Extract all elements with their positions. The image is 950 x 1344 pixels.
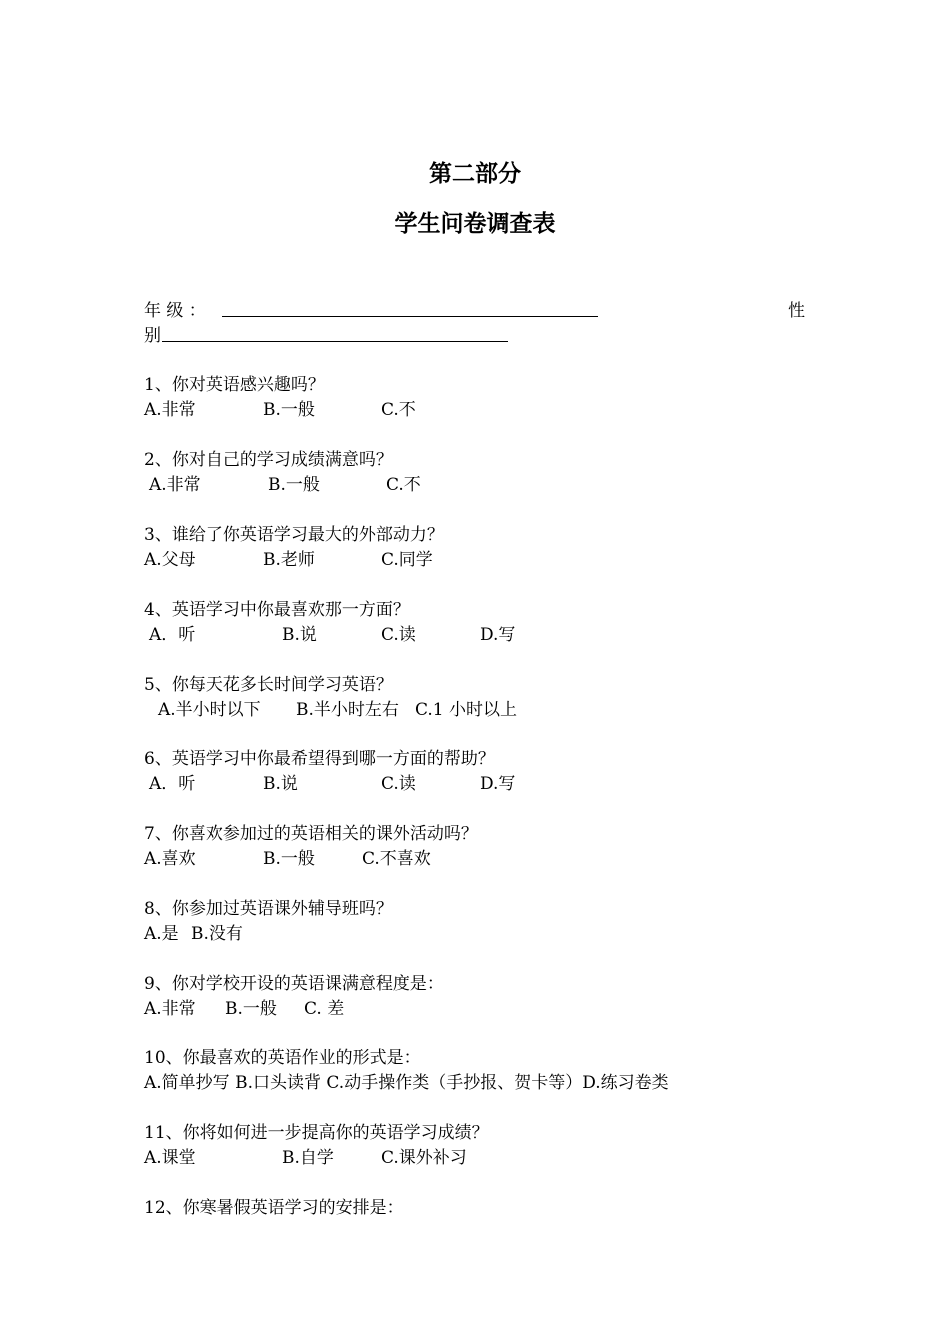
- option-row: [144, 1146, 824, 1171]
- option-c[interactable]: C.课外补习: [381, 1148, 467, 1168]
- grade-blank[interactable]: [222, 300, 598, 323]
- question-text: 4、英语学习中你最喜欢那一方面？: [144, 600, 410, 620]
- option-a[interactable]: A.非常: [144, 999, 196, 1019]
- survey-title: 学生问卷调查表: [394, 211, 556, 237]
- question-11: [144, 1121, 824, 1171]
- option-c[interactable]: C.读: [381, 625, 416, 645]
- option-row: [144, 922, 824, 947]
- question-8: [144, 897, 824, 947]
- option-row: [144, 398, 824, 423]
- question-2: [144, 448, 824, 498]
- option-row: [144, 548, 824, 573]
- question-5: [144, 673, 824, 723]
- option-b[interactable]: B.老师: [263, 550, 315, 570]
- option-a[interactable]: A.课堂: [144, 1148, 196, 1168]
- option-b[interactable]: B.一般: [225, 999, 277, 1019]
- question-text: 9、你对学校开设的英语课满意程度是：: [144, 974, 444, 994]
- question-text: 12、你寒暑假英语学习的安排是：: [144, 1198, 404, 1218]
- option-a[interactable]: A.非常: [144, 400, 196, 420]
- option-row: [144, 698, 824, 723]
- option-b[interactable]: B.说: [282, 625, 317, 645]
- option-c[interactable]: C.不喜欢: [362, 849, 431, 869]
- option-row: [144, 473, 824, 498]
- section-title: 第二部分: [429, 161, 521, 187]
- option-d[interactable]: D.写: [480, 774, 516, 794]
- option-row: [144, 772, 824, 797]
- option-line[interactable]: A.简单抄写 B.口头读背 C.动手操作类（手抄报、贺卡等）D.练习卷类: [144, 1073, 669, 1093]
- question-text: 5、你每天花多长时间学习英语？: [144, 675, 393, 695]
- option-a[interactable]: A.是: [144, 924, 179, 944]
- question-12: [144, 1196, 824, 1221]
- option-a[interactable]: A.喜欢: [144, 849, 196, 869]
- option-b[interactable]: B.一般: [263, 849, 315, 869]
- question-text: 6、英语学习中你最希望得到哪一方面的帮助？: [144, 749, 495, 769]
- grade-label: 年 级 ：: [144, 301, 206, 321]
- option-row: [144, 997, 824, 1022]
- option-c[interactable]: C. 差: [304, 999, 345, 1019]
- gender-label-part2: 别: [144, 326, 161, 346]
- option-row: [144, 623, 824, 648]
- question-10: [144, 1046, 824, 1096]
- option-b[interactable]: B.一般: [268, 475, 320, 495]
- option-a[interactable]: A.半小时以下: [158, 700, 261, 720]
- option-b[interactable]: B.说: [263, 774, 298, 794]
- option-b[interactable]: B.没有: [191, 924, 243, 944]
- option-a[interactable]: A．听: [149, 625, 196, 645]
- option-row: [144, 847, 824, 872]
- gender-label-part1: 性: [788, 301, 805, 321]
- question-7: [144, 822, 824, 872]
- option-c[interactable]: C.不: [386, 475, 421, 495]
- question-text: 8、你参加过英语课外辅导班吗？: [144, 899, 393, 919]
- question-4: [144, 598, 824, 648]
- option-c[interactable]: C.同学: [381, 550, 433, 570]
- question-text: 7、你喜欢参加过的英语相关的课外活动吗？: [144, 824, 478, 844]
- option-d[interactable]: D.写: [480, 625, 516, 645]
- question-text: 1、你对英语感兴趣吗？: [144, 375, 325, 395]
- option-a[interactable]: A.非常: [149, 475, 201, 495]
- gender-blank[interactable]: [162, 325, 508, 348]
- option-c[interactable]: C.1 小时以上: [415, 700, 518, 720]
- option-a[interactable]: A．听: [149, 774, 196, 794]
- question-6: [144, 747, 824, 797]
- option-b[interactable]: B.自学: [282, 1148, 334, 1168]
- option-b[interactable]: B.一般: [263, 400, 315, 420]
- question-text: 2、你对自己的学习成绩满意吗？: [144, 450, 393, 470]
- question-text: 11、你将如何进一步提高你的英语学习成绩？: [144, 1123, 489, 1143]
- question-3: [144, 523, 824, 573]
- question-1: [144, 373, 824, 423]
- question-text: 3、谁给了你英语学习最大的外部动力？: [144, 525, 444, 545]
- question-9: [144, 972, 824, 1022]
- question-text: 10、你最喜欢的英语作业的形式是：: [144, 1048, 421, 1068]
- option-b[interactable]: B.半小时左右: [296, 700, 399, 720]
- option-a[interactable]: A.父母: [144, 550, 196, 570]
- option-row: [144, 1071, 824, 1096]
- option-c[interactable]: C.读: [381, 774, 416, 794]
- option-c[interactable]: C.不: [381, 400, 416, 420]
